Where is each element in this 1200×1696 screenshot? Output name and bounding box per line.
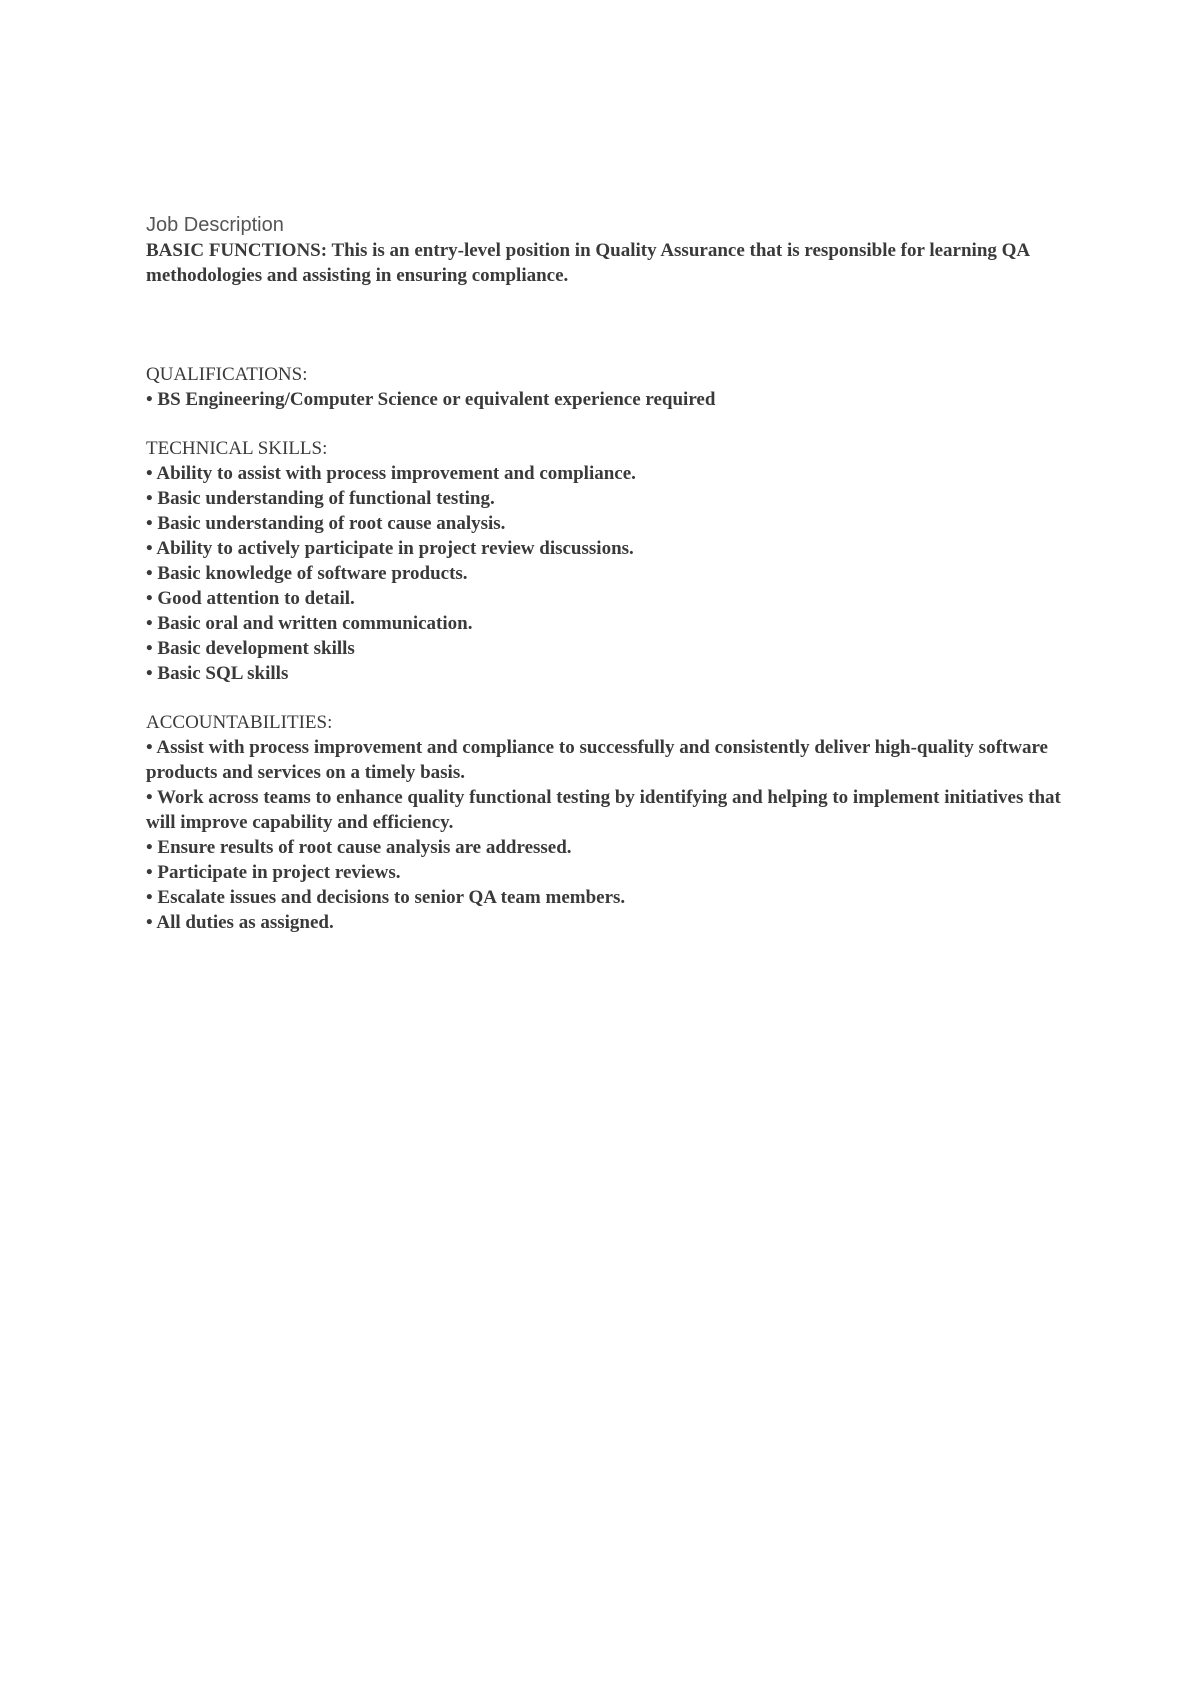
document-title: Job Description: [146, 214, 284, 236]
accountabilities-section: [146, 710, 1066, 935]
list-item: • Basic understanding of root cause analysis.: [146, 513, 506, 534]
technical-skills-heading: TECHNICAL SKILLS:: [146, 438, 328, 459]
qualifications-list: [146, 387, 1066, 412]
basic-functions-paragraph: BASIC FUNCTIONS: This is an entry-level position in Quality Assurance that is responsible for learning QA methodologies and assisting in ensuring compliance.: [146, 240, 1030, 286]
list-item: • Assist with process improvement and compliance to successfully and consistently deliver high-quality software products and services on a timely basis.: [146, 737, 1048, 783]
accountabilities-list: [146, 735, 1066, 935]
list-item: • Basic knowledge of software products.: [146, 563, 468, 584]
document-page: [146, 212, 1066, 935]
list-item: • Work across teams to enhance quality functional testing by identifying and helping to implement initiatives that will improve capability and efficiency.: [146, 787, 1061, 833]
list-item: • Escalate issues and decisions to senior QA team members.: [146, 887, 626, 908]
list-item: • BS Engineering/Computer Science or equivalent experience required: [146, 389, 716, 410]
list-item: • All duties as assigned.: [146, 912, 334, 933]
technical-skills-list: [146, 461, 1066, 686]
list-item: • Basic oral and written communication.: [146, 613, 473, 634]
list-item: • Participate in project reviews.: [146, 862, 401, 883]
spacer: [146, 288, 1066, 362]
list-item: • Ability to assist with process improvement and compliance.: [146, 463, 636, 484]
list-item: • Ability to actively participate in project review discussions.: [146, 538, 634, 559]
list-item: • Good attention to detail.: [146, 588, 355, 609]
list-item: • Ensure results of root cause analysis are addressed.: [146, 837, 572, 858]
qualifications-heading: QUALIFICATIONS:: [146, 364, 308, 385]
spacer: [146, 686, 1066, 710]
accountabilities-heading: ACCOUNTABILITIES:: [146, 712, 333, 733]
list-item: • Basic development skills: [146, 638, 355, 659]
list-item: • Basic understanding of functional testing.: [146, 488, 495, 509]
qualifications-section: [146, 362, 1066, 412]
technical-skills-section: [146, 436, 1066, 686]
list-item: • Basic SQL skills: [146, 663, 289, 684]
spacer: [146, 412, 1066, 436]
